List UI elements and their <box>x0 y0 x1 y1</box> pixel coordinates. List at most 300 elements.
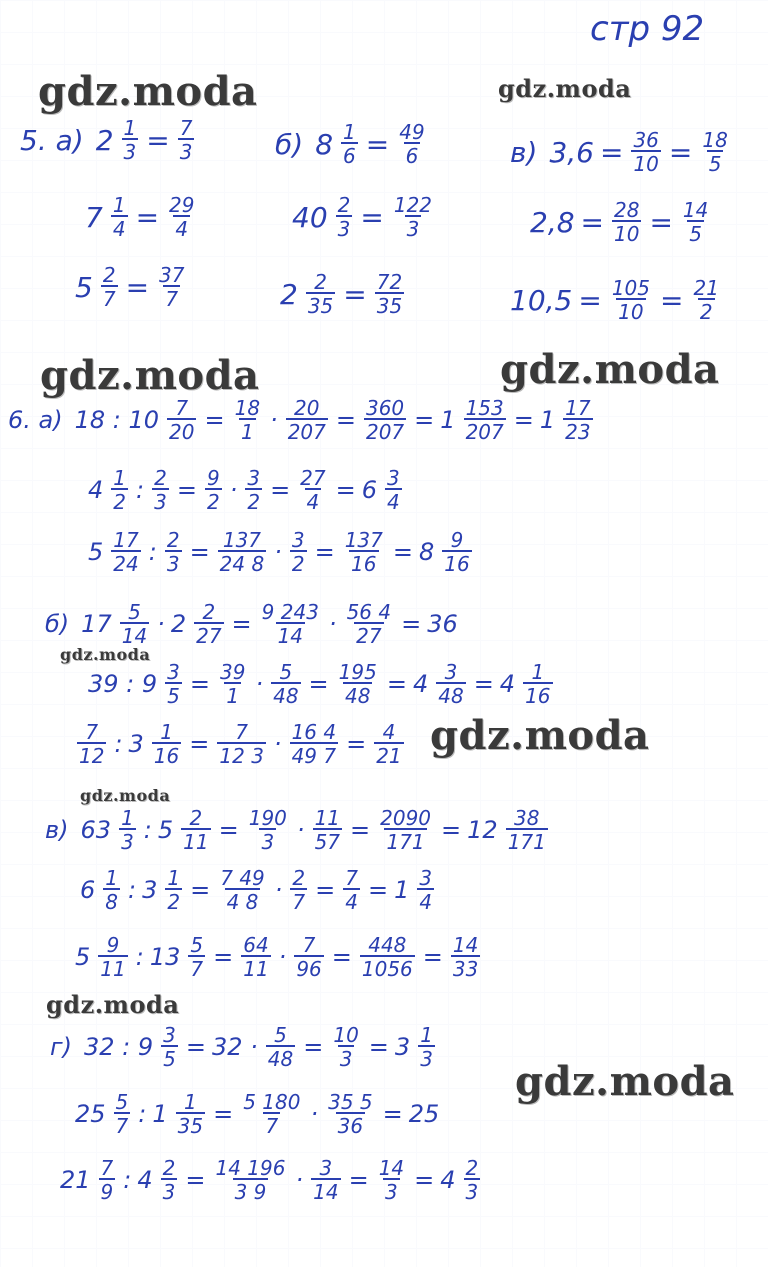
fraction <box>442 530 471 574</box>
dot-sign: · <box>270 406 278 434</box>
fraction <box>464 1158 481 1202</box>
watermark: gdz.moda <box>38 68 258 115</box>
ex6-d-row3 <box>60 1158 482 1202</box>
denominator: 4 8 <box>226 890 259 914</box>
denominator: 24 8 <box>219 552 265 576</box>
denominator: 4 <box>175 217 189 241</box>
denominator: 7 <box>190 957 204 981</box>
numerator: 72 <box>376 270 403 294</box>
numerator: 9 <box>206 466 220 490</box>
denominator: 35 <box>307 294 334 318</box>
equals-sign: = <box>392 538 413 566</box>
numerator: 3 <box>419 866 433 890</box>
equals-sign: = <box>350 816 371 844</box>
equals-sign: = <box>348 1166 369 1194</box>
numerator: 14 <box>452 933 479 957</box>
denominator: 10 <box>618 300 644 324</box>
equals-sign: = <box>176 476 197 504</box>
numerator: 137 <box>344 528 383 552</box>
whole: 4 <box>412 670 429 698</box>
ex5-c-label: в) <box>510 135 538 169</box>
equals-sign: = <box>125 270 150 304</box>
denominator: 48 <box>273 684 299 708</box>
ex6-c-row2 <box>80 868 436 912</box>
numerator: 3 <box>163 1023 176 1047</box>
equals-sign: = <box>303 1033 324 1061</box>
denominator: 2 <box>206 490 220 514</box>
denominator: 3 9 <box>234 1180 267 1204</box>
whole: 4 <box>88 476 104 504</box>
denominator: 12 3 <box>219 744 264 768</box>
numerator: 1 <box>121 806 134 830</box>
watermark: gdz.moda <box>500 346 720 393</box>
denominator: 3 <box>339 1047 353 1071</box>
numerator: 1 <box>123 116 137 140</box>
whole: 17 <box>81 610 112 638</box>
fraction <box>691 278 720 322</box>
fraction <box>298 468 327 512</box>
colon-sign: : <box>136 476 145 504</box>
equals-sign: = <box>414 1166 435 1194</box>
whole: 63 <box>80 816 112 844</box>
equals-sign: = <box>204 406 225 434</box>
numerator: 14 <box>682 198 709 222</box>
whole: 6 <box>361 476 378 504</box>
denominator: 16 <box>444 552 470 576</box>
fraction <box>286 398 328 442</box>
ex6-c-row1 <box>45 808 550 852</box>
numerator: 9 243 <box>261 600 319 624</box>
dot-sign: · <box>255 670 264 698</box>
whole: 5 <box>75 943 91 971</box>
denominator: 3 <box>337 217 351 241</box>
numerator: 153 <box>465 396 504 420</box>
denominator: 20 <box>169 420 195 444</box>
whole: 3 <box>394 1033 411 1061</box>
denominator: 48 <box>438 684 464 708</box>
denominator: 7 <box>115 1114 129 1138</box>
numerator: 2 <box>162 1156 176 1180</box>
fraction <box>218 662 247 706</box>
denominator: 7 <box>165 287 179 311</box>
ex6-a-row2 <box>88 468 404 512</box>
fraction <box>165 868 182 912</box>
ex5-a-row1 <box>20 118 196 162</box>
fraction <box>392 195 434 239</box>
equals-sign: = <box>649 205 673 239</box>
equals-sign: = <box>367 876 389 904</box>
colon-sign: : <box>143 816 152 844</box>
equals-sign: = <box>331 943 352 971</box>
fraction <box>631 130 660 174</box>
numerator: 7 <box>85 720 99 744</box>
denominator: 2 <box>167 890 181 914</box>
denominator: 48 <box>345 684 371 708</box>
fraction <box>681 200 710 244</box>
denominator: 4 <box>112 217 126 241</box>
whole: 4 <box>499 670 516 698</box>
denominator: 2 <box>291 552 305 576</box>
denominator: 5 <box>167 684 180 708</box>
equals-sign: = <box>578 283 602 317</box>
denominator: 6 <box>405 144 419 168</box>
denominator: 207 <box>287 420 326 444</box>
ex6-b-row1 <box>45 602 458 646</box>
fraction <box>337 662 379 706</box>
ex6-a-row3 <box>88 530 474 574</box>
whole: 1 <box>152 1100 168 1128</box>
numerator: 2 <box>154 466 167 490</box>
watermark: gdz.moda <box>46 990 180 1019</box>
denominator: 14 <box>313 1180 339 1204</box>
whole: 8 <box>418 538 435 566</box>
ex5-b-label: б) <box>275 127 304 161</box>
numerator: 3 <box>444 660 458 684</box>
ex6-label: 6. а) <box>8 406 63 434</box>
fraction <box>217 722 266 766</box>
equals-sign: = <box>218 816 239 844</box>
fraction <box>451 935 480 979</box>
whole: 3 <box>142 876 158 904</box>
dot-sign: · <box>328 610 337 638</box>
fraction <box>343 868 360 912</box>
fraction <box>266 1025 295 1069</box>
denominator: 4 <box>345 890 358 914</box>
denominator: 7 <box>265 1114 279 1138</box>
ex5-a-row2 <box>85 195 198 239</box>
denominator: 207 <box>365 420 405 444</box>
numerator: 5 <box>274 1023 287 1047</box>
equals-sign: = <box>473 670 494 698</box>
fraction <box>397 122 426 166</box>
equals-sign: = <box>368 1033 389 1061</box>
whole: 2 <box>170 610 187 638</box>
numerator: 18 <box>234 396 261 420</box>
numerator: 360 <box>365 396 405 420</box>
fraction <box>417 868 434 912</box>
ex6-d-row1 <box>50 1025 437 1069</box>
fraction <box>418 1025 435 1069</box>
denominator: 3 <box>154 490 167 514</box>
equals-sign: = <box>308 670 329 698</box>
numerator: 3 <box>291 528 305 552</box>
fraction <box>120 602 149 646</box>
fraction <box>119 808 136 852</box>
denominator: 7 <box>292 890 306 914</box>
ex5-c-row2 <box>530 200 712 244</box>
fraction <box>375 272 404 316</box>
denominator: 8 <box>105 890 119 914</box>
whole: 13 <box>149 943 181 971</box>
whole: 1 <box>539 406 556 434</box>
numerator: 1 <box>112 193 126 217</box>
fraction <box>563 398 592 442</box>
denominator: 57 <box>314 830 341 854</box>
fraction <box>313 808 342 852</box>
expression: 39 : 9 <box>88 670 158 698</box>
ex5-b-row2 <box>292 195 436 239</box>
equals-sign: = <box>401 610 422 638</box>
fraction <box>306 272 335 316</box>
expression: 32 : 9 <box>83 1033 154 1061</box>
fraction <box>436 662 465 706</box>
numerator: 28 <box>614 198 640 222</box>
denominator: 10 <box>633 152 659 176</box>
fraction <box>464 398 506 442</box>
numerator: 122 <box>393 193 433 217</box>
numerator: 9 <box>450 528 464 552</box>
ex6-b-row3 <box>75 722 406 766</box>
fraction <box>218 868 267 912</box>
watermark: gdz.moda <box>40 352 260 399</box>
dot-sign: · <box>229 476 238 504</box>
equals-sign: = <box>190 876 211 904</box>
numerator: 17 <box>113 528 139 552</box>
fraction <box>506 808 548 852</box>
whole: 3 <box>128 730 144 758</box>
denominator: 27 <box>356 624 382 648</box>
expression: 32 · <box>211 1033 258 1061</box>
numerator: 7 <box>302 933 316 957</box>
ex5-a-row3 <box>75 265 188 309</box>
denominator: 11 <box>183 830 209 854</box>
colon-sign: : <box>138 1100 147 1128</box>
ex5-c-row1 <box>510 130 732 174</box>
denominator: 6 <box>343 144 356 168</box>
fraction <box>77 722 106 766</box>
watermark: gdz.moda <box>80 786 171 805</box>
numerator: 1 <box>160 720 173 744</box>
equals-sign: = <box>360 200 384 234</box>
numerator: 2090 <box>380 806 432 830</box>
fraction <box>343 530 385 574</box>
dot-sign: · <box>296 816 305 844</box>
numerator: 137 <box>222 528 262 552</box>
denominator: 9 <box>100 1180 114 1204</box>
fraction <box>364 398 406 442</box>
ex6-a-row1 <box>8 398 595 442</box>
whole: 12 <box>467 816 498 844</box>
numerator: 7 <box>235 720 249 744</box>
numerator: 36 <box>633 128 659 152</box>
fraction <box>161 1025 178 1069</box>
whole: 4 <box>137 1166 153 1194</box>
denominator: 16 <box>351 552 377 576</box>
denominator: 12 <box>79 744 105 768</box>
fraction <box>165 530 182 574</box>
numerator: 5 <box>279 660 293 684</box>
expression: 18 : 10 <box>74 406 160 434</box>
colon-sign: : <box>114 730 123 758</box>
numerator: 2 <box>465 1156 479 1180</box>
fraction <box>111 195 128 239</box>
fraction <box>700 130 729 174</box>
fraction <box>111 468 128 512</box>
denominator: 14 <box>121 624 148 648</box>
fraction <box>218 530 267 574</box>
colon-sign: : <box>135 943 144 971</box>
dot-sign: · <box>274 876 283 904</box>
numerator: 2 <box>202 600 216 624</box>
fraction <box>241 935 270 979</box>
equals-sign: = <box>660 283 684 317</box>
fraction <box>385 468 402 512</box>
numerator: 37 <box>159 263 185 287</box>
numerator: 1 <box>167 866 181 890</box>
equals-sign: = <box>213 1100 234 1128</box>
equals-sign: = <box>314 538 335 566</box>
ex5-c-row3 <box>510 278 723 322</box>
equals-sign: = <box>213 943 234 971</box>
numerator: 29 <box>169 193 195 217</box>
equals-sign: = <box>382 1100 403 1128</box>
fraction <box>341 122 358 166</box>
fraction <box>214 1158 288 1202</box>
colon-sign: : <box>148 538 157 566</box>
denominator: 27 <box>196 624 222 648</box>
denominator: 1056 <box>361 957 413 981</box>
decimal: 2,8 <box>530 205 575 239</box>
fraction <box>188 935 205 979</box>
numerator: 35 5 <box>328 1090 373 1114</box>
numerator: 3 <box>247 466 261 490</box>
whole: 25 <box>75 1100 106 1128</box>
fraction <box>345 602 394 646</box>
dot-sign: · <box>278 943 287 971</box>
denominator: 48 <box>267 1047 294 1071</box>
fraction <box>290 868 307 912</box>
numerator: 4 <box>382 720 396 744</box>
result: 25 <box>408 1100 440 1128</box>
numerator: 16 4 <box>291 720 337 744</box>
fraction <box>194 602 223 646</box>
numerator: 1 <box>420 1023 433 1047</box>
fraction <box>178 118 195 162</box>
numerator: 5 <box>128 600 141 624</box>
numerator: 3 <box>387 466 400 490</box>
denominator: 2 <box>113 490 127 514</box>
whole: 40 <box>292 200 328 234</box>
numerator: 18 <box>702 128 728 152</box>
fraction <box>205 468 222 512</box>
numerator: 2 <box>337 193 351 217</box>
page-header: стр 92 <box>590 9 705 49</box>
denominator: 11 <box>243 957 269 981</box>
denominator: 3 <box>162 1180 176 1204</box>
fraction <box>167 398 196 442</box>
denominator: 5 <box>708 152 722 176</box>
fraction <box>152 722 181 766</box>
denominator: 3 <box>261 830 275 854</box>
equals-sign: = <box>441 816 462 844</box>
dot-sign: · <box>274 538 282 566</box>
ex6-c-row3 <box>75 935 482 979</box>
numerator: 1 <box>343 120 356 144</box>
fraction <box>233 398 262 442</box>
fraction <box>290 530 307 574</box>
denominator: 36 <box>337 1114 364 1138</box>
denominator: 4 <box>419 890 433 914</box>
denominator: 5 <box>689 222 703 246</box>
whole: 5 <box>75 270 93 304</box>
equals-sign: = <box>135 200 160 234</box>
equals-sign: = <box>270 476 291 504</box>
denominator: 3 <box>123 140 137 164</box>
numerator: 3 <box>319 1156 333 1180</box>
ex5-b-row3 <box>280 272 406 316</box>
ex6-b-row2 <box>88 662 555 706</box>
whole: 6 <box>80 876 96 904</box>
fraction <box>101 265 118 309</box>
numerator: 9 <box>106 933 120 957</box>
ex6-c-label: в) <box>45 816 69 844</box>
whole: 1 <box>440 406 456 434</box>
numerator: 1 <box>113 466 127 490</box>
equals-sign: = <box>189 730 210 758</box>
colon-sign: : <box>128 876 137 904</box>
numerator: 14 196 <box>215 1156 286 1180</box>
numerator: 27 <box>300 466 326 490</box>
numerator: 10 <box>333 1023 359 1047</box>
equals-sign: = <box>189 670 210 698</box>
fraction <box>360 935 415 979</box>
fraction <box>245 468 262 512</box>
whole: 2 <box>95 123 114 157</box>
equals-sign: = <box>185 1033 206 1061</box>
whole: 5 <box>88 538 104 566</box>
fraction <box>114 1092 131 1136</box>
denominator: 4 <box>387 490 400 514</box>
denominator: 2 <box>699 300 713 324</box>
numerator: 5 <box>115 1090 129 1114</box>
numerator: 1 <box>105 866 119 890</box>
fraction <box>260 602 321 646</box>
fraction <box>311 1158 340 1202</box>
ex6-d-label: г) <box>50 1033 72 1061</box>
decimal: 3,6 <box>549 135 594 169</box>
numerator: 21 <box>693 276 719 300</box>
numerator: 105 <box>611 276 650 300</box>
dot-sign: · <box>295 1166 304 1194</box>
equals-sign: = <box>365 127 390 161</box>
fraction <box>374 722 403 766</box>
fraction <box>157 265 186 309</box>
numerator: 64 <box>243 933 269 957</box>
numerator: 2 <box>314 270 327 294</box>
numerator: 7 <box>179 116 193 140</box>
numerator: 448 <box>368 933 407 957</box>
numerator: 2 <box>292 866 306 890</box>
fraction <box>523 662 552 706</box>
equals-sign: = <box>513 406 534 434</box>
denominator: 1 <box>240 420 254 444</box>
numerator: 5 180 <box>243 1090 301 1114</box>
fraction <box>161 1158 178 1202</box>
decimal: 10,5 <box>510 283 573 317</box>
denominator: 23 <box>565 420 591 444</box>
denominator: 3 <box>121 830 134 854</box>
numerator: 2 <box>102 263 116 287</box>
denominator: 24 <box>113 552 139 576</box>
watermark: gdz.moda <box>498 74 632 103</box>
denominator: 16 <box>153 744 180 768</box>
fraction <box>378 808 433 852</box>
denominator: 11 <box>100 957 126 981</box>
whole: 5 <box>157 816 174 844</box>
numerator: 11 <box>314 806 341 830</box>
equals-sign: = <box>422 943 443 971</box>
fraction <box>167 195 196 239</box>
